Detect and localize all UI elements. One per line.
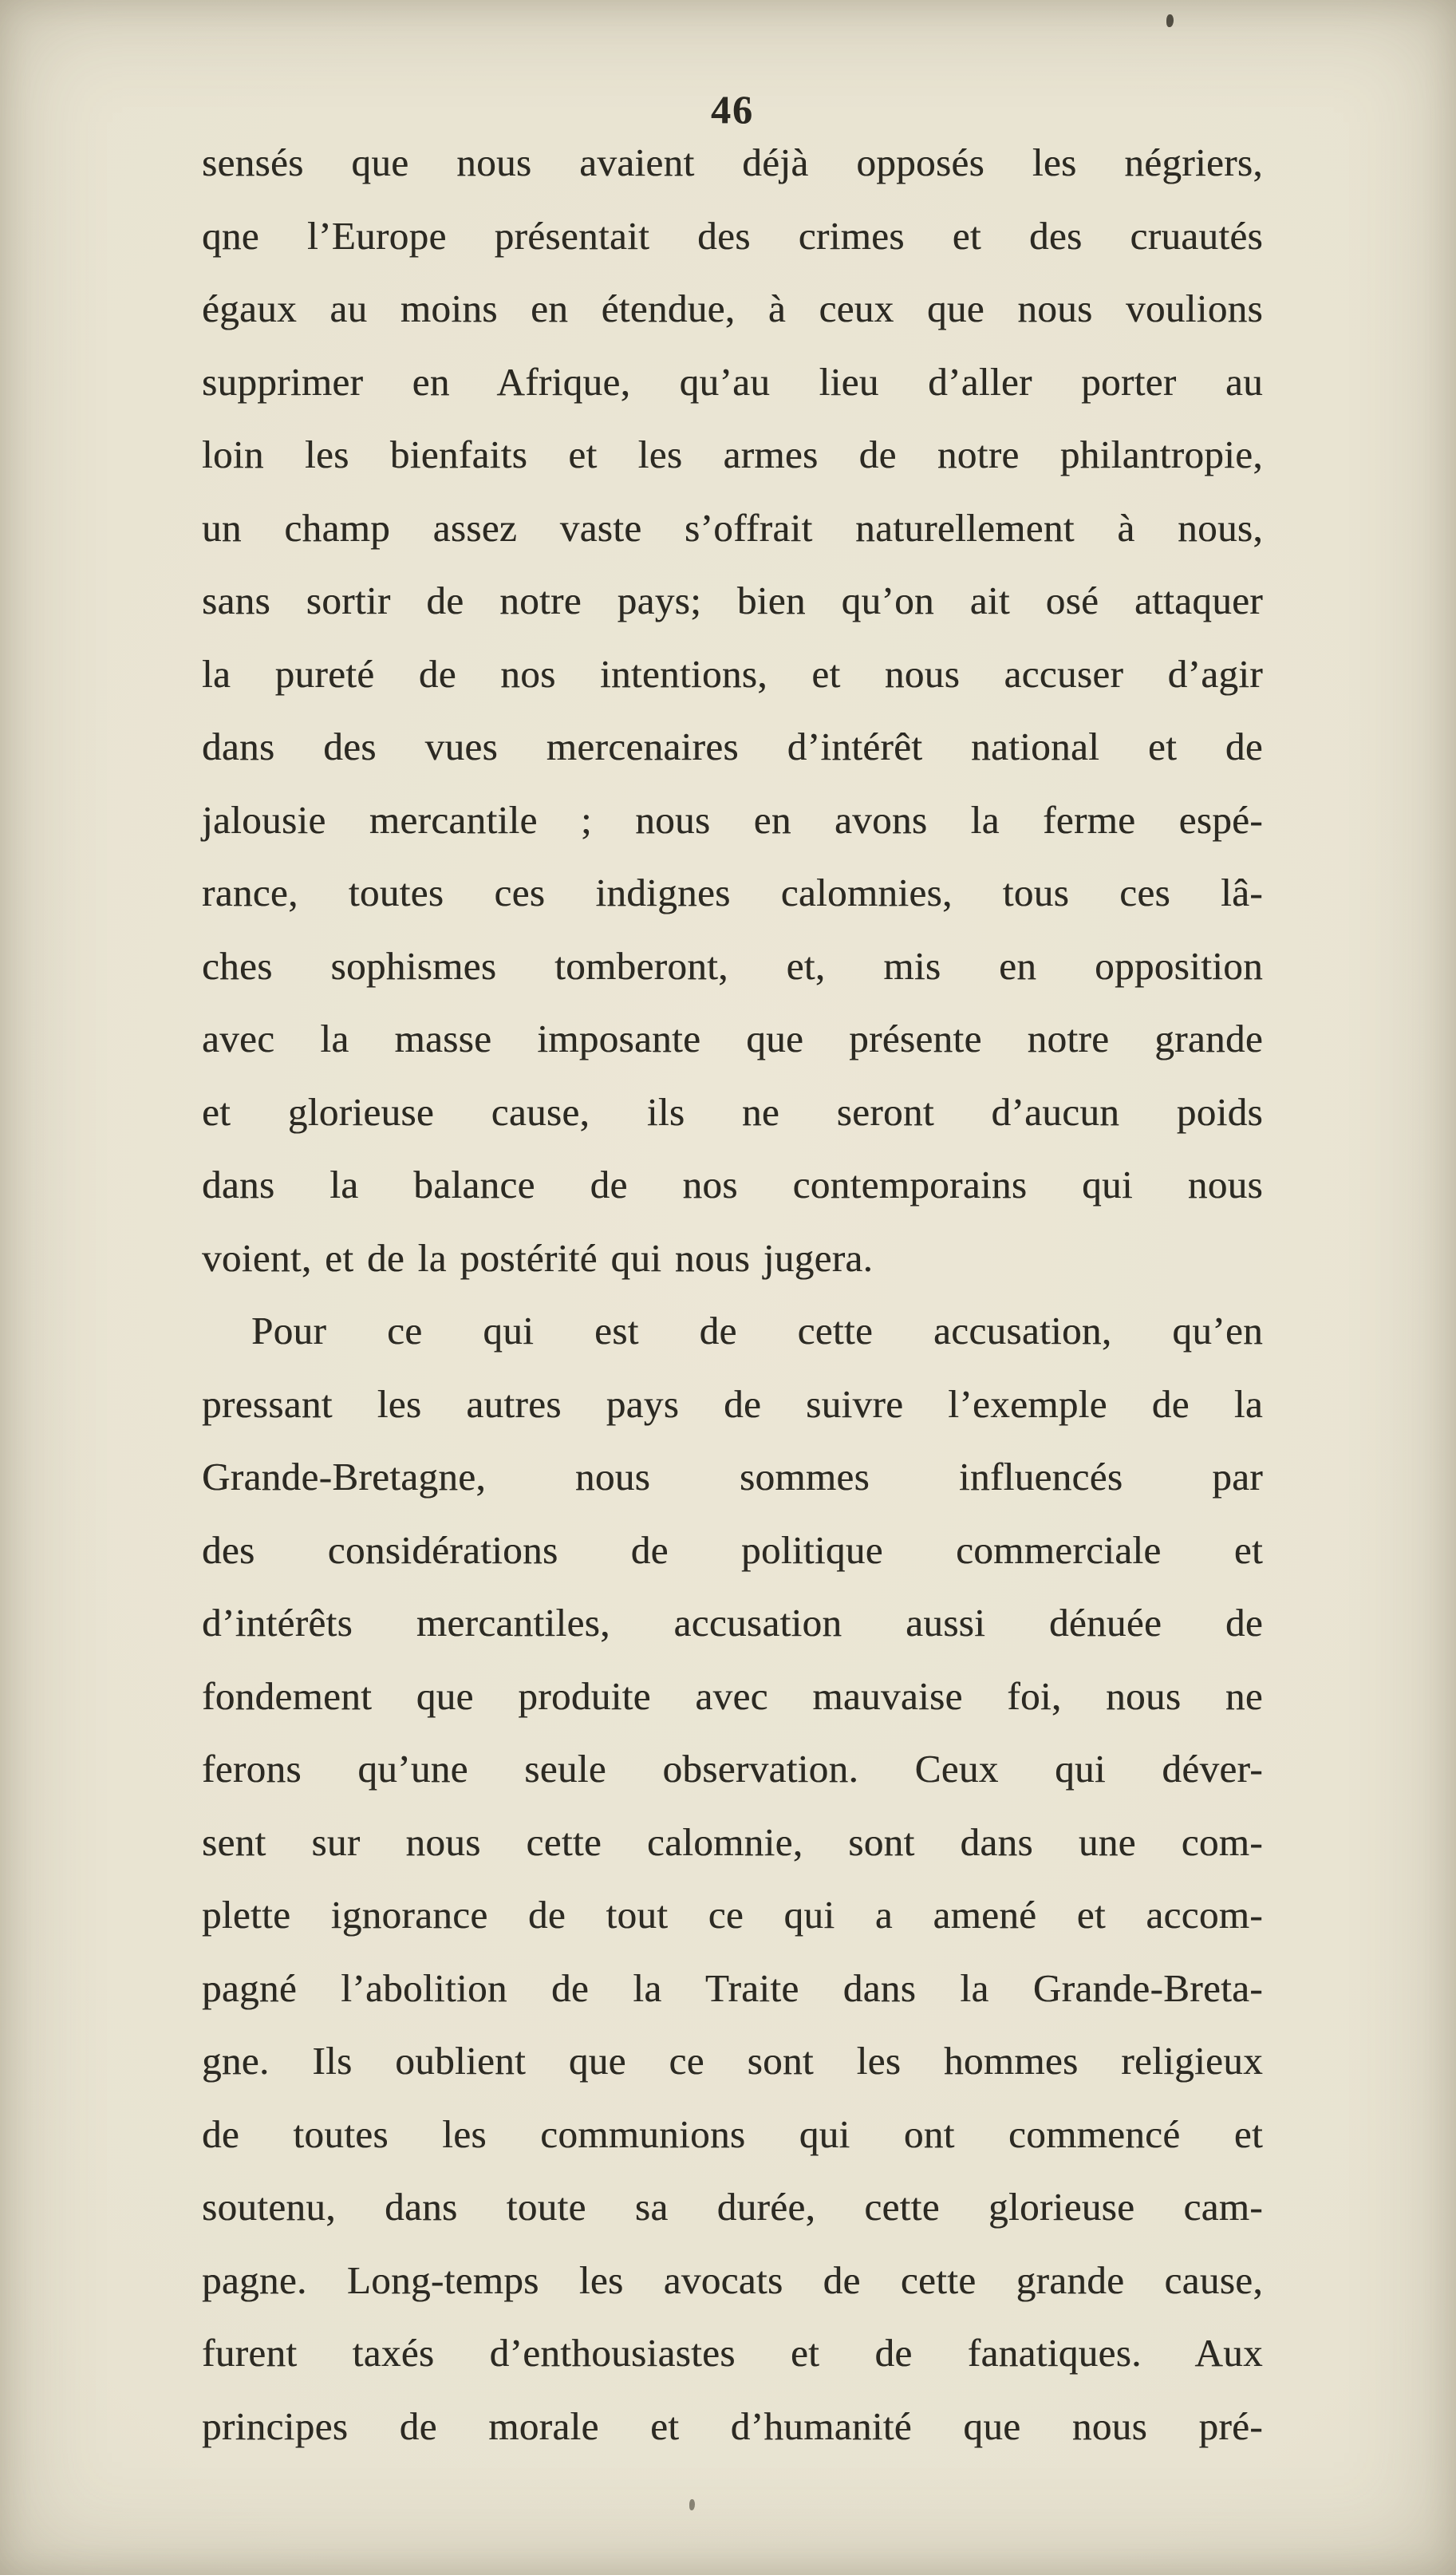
scan-speck (1166, 14, 1174, 27)
text-line: sans sortir de notre pays; bien qu’on ait osé attaquer (202, 579, 1263, 622)
text-line: dans la balance de nos contemporains qui nous (202, 1163, 1263, 1207)
text-line: la pureté de nos intentions, et nous accuser d’agir (202, 651, 1263, 696)
text-line: et glorieuse cause, ils ne seront d’aucun poids (202, 1089, 1263, 1134)
page-number: 46 (711, 87, 754, 132)
text-line: gne. Ils oublient que ce sont les hommes religieux (202, 2039, 1263, 2083)
text-line: Grande-Bretagne, nous sommes influencés par (202, 1455, 1263, 1499)
text-line: principes de morale et d’humanité que nous pré- (202, 2403, 1263, 2448)
text-line: voient, et de la postérité qui nous jugera. (202, 1235, 874, 1280)
text-line: de toutes les communions qui ont commencé et (202, 2111, 1263, 2156)
text-line: des considérations de politique commerciale et (202, 1527, 1263, 1572)
text-line: sent sur nous cette calomnie, sont dans une com- (202, 1819, 1263, 1864)
text-line: d’intérêts mercantiles, accusation aussi dénuée de (202, 1601, 1263, 1645)
text-line: Pour ce qui est de cette accusation, qu’en (251, 1309, 1263, 1353)
text-line: ferons qu’une seule observation. Ceux qui déver- (202, 1747, 1263, 1791)
text-line: qne l’Europe présentait des crimes et des cruautés (202, 213, 1263, 258)
text-line: rance, toutes ces indignes calomnies, tous ces lâ- (202, 871, 1263, 914)
page-text (202, 126, 1263, 2462)
text-line: égaux au moins en étendue, à ceux que nous voulions (202, 286, 1263, 330)
text-line: jalousie mercantile ; nous en avons la ferme espé- (202, 797, 1263, 842)
text-line: fondement que produite avec mauvaise foi, nous ne (202, 1673, 1263, 1718)
text-line: soutenu, dans toute sa durée, cette glorieuse cam- (202, 2185, 1263, 2229)
text-line: pagne. Long-temps les avocats de cette grande cause, (202, 2257, 1263, 2302)
text-line: avec la masse imposante que présente notre grande (202, 1017, 1263, 1060)
text-line: dans des vues mercenaires d’intérêt national et de (202, 725, 1263, 768)
text-line: pagné l’abolition de la Traite dans la Grande-Breta- (202, 1965, 1263, 2010)
text-line: furent taxés d’enthousiastes et de fanatiques. Aux (202, 2331, 1263, 2375)
text-line: ches sophismes tomberont, et, mis en opposition (202, 943, 1263, 988)
text-line: sensés que nous avaient déjà opposés les négriers, (202, 140, 1263, 184)
text-line: un champ assez vaste s’offrait naturellement à nous, (202, 505, 1263, 550)
text-line: loin les bienfaits et les armes de notre philantropie, (202, 432, 1263, 476)
text-line: plette ignorance de tout ce qui a amené et accom- (202, 1893, 1263, 1937)
text-line: pressant les autres pays de suivre l’exemple de la (202, 1381, 1263, 1426)
text-line: supprimer en Afrique, qu’au lieu d’aller porter au (202, 359, 1263, 404)
scan-speck (689, 2499, 695, 2510)
